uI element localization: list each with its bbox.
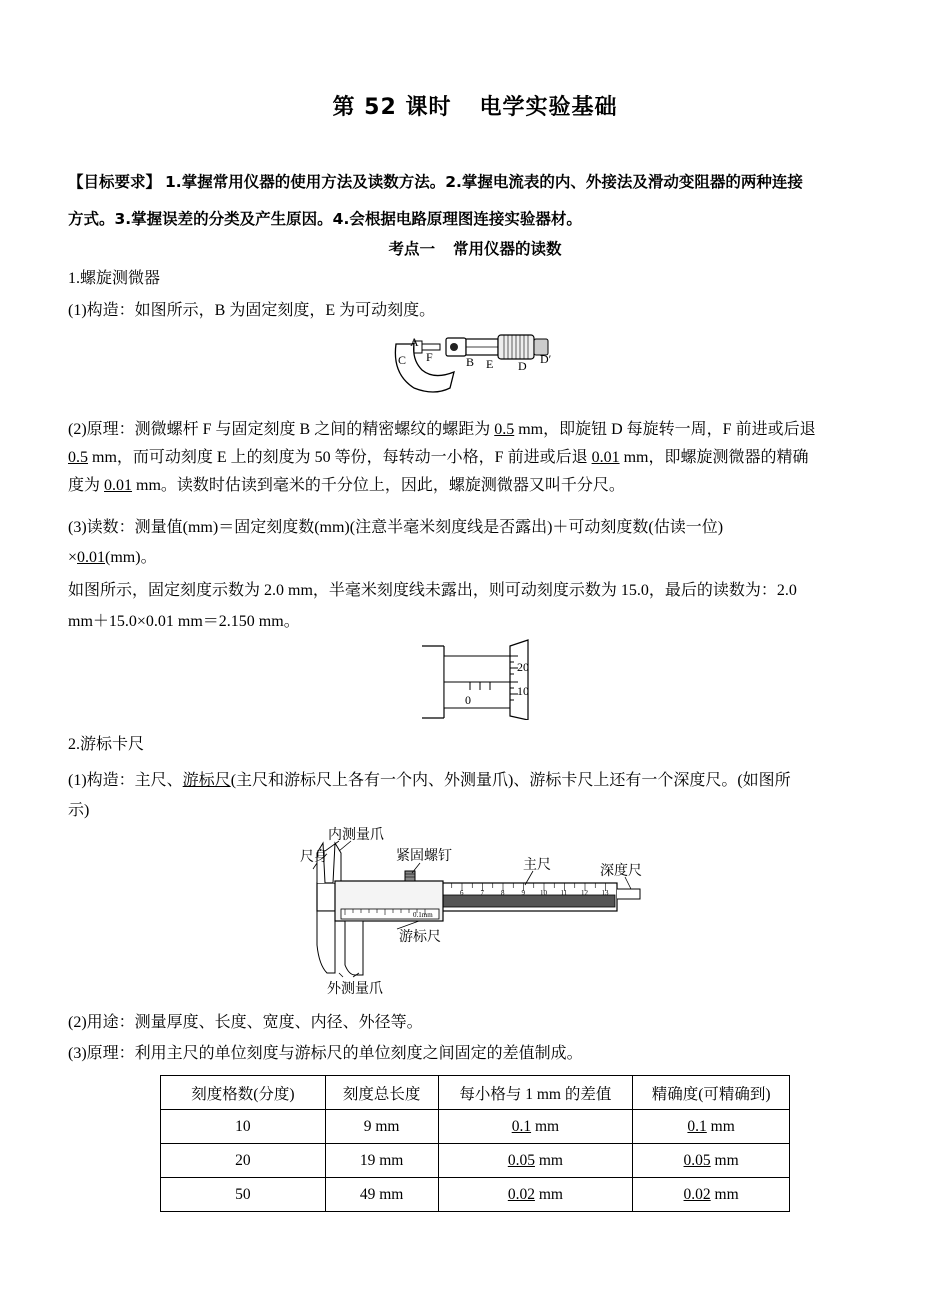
table-cell-accuracy: [633, 1144, 790, 1178]
table-row: [161, 1110, 790, 1144]
section-heading: [0, 237, 950, 259]
table-unit: mm: [534, 1151, 563, 1169]
table-cell-length: 49 mm: [325, 1178, 438, 1212]
principle-value-1: 0.5: [494, 421, 515, 438]
principle-value-2: 0.5: [68, 449, 88, 466]
caliper-label-precision: 0.1mm: [413, 911, 433, 919]
table-unit: mm: [710, 1151, 739, 1169]
lesson-topic: 电学实验基础: [479, 95, 618, 120]
fig2-tick-20: 20: [517, 660, 529, 674]
fig2-tick-10: 10: [517, 684, 529, 698]
reading-value-1: 0.01: [77, 549, 106, 566]
micrometer-structure: (1)构造：如图所示，B 为固定刻度，E 为可动刻度。: [68, 302, 436, 319]
main-scale-number: 11: [560, 889, 568, 897]
table-cell-divisions: 20: [161, 1144, 326, 1178]
table-cell-divisions: 10: [161, 1110, 326, 1144]
example-line-2: mm＋15.0×0.01 mm＝2.150 mm。: [68, 613, 300, 630]
caliper-use: (2)用途：测量厚度、长度、宽度、内径、外径等。: [68, 1014, 423, 1031]
principle-value-3: 0.01: [591, 449, 620, 466]
objectives: [68, 164, 884, 238]
table-value-diff: 0.1: [511, 1117, 532, 1135]
caliper-label-depth: 深度尺: [600, 864, 642, 879]
caliper-principle: (3)原理：利用主尺的单位刻度与游标尺的单位刻度之间固定的差值制成。: [68, 1045, 583, 1062]
micrometer-scale-figure: [420, 638, 535, 720]
fig1-label-dprime: D′: [540, 352, 552, 366]
fig1-label-b: B: [466, 355, 475, 369]
fig1-label-a: A: [410, 335, 419, 349]
caliper-label-screw: 紧固螺钉: [396, 849, 452, 864]
table-value-diff: 0.05: [507, 1151, 535, 1169]
caliper-figure: [295, 825, 655, 1003]
principle-text-3: mm，而可动刻度 E 上的刻度为 50 等份，每转动一小格，F 前进或后退: [88, 449, 592, 466]
table-unit: mm: [706, 1117, 735, 1135]
caliper-label-vernier: 游标尺: [399, 930, 441, 945]
main-scale-number: 10: [540, 889, 547, 897]
main-scale-number: 6: [460, 889, 464, 897]
table-header-row: [161, 1076, 790, 1110]
table-cell-length: 9 mm: [325, 1110, 438, 1144]
micrometer-heading: 1.螺旋测微器: [68, 270, 161, 287]
table-unit: mm: [710, 1185, 739, 1203]
micrometer-figure: [390, 330, 570, 402]
table-unit: mm: [531, 1117, 560, 1135]
principle-text-1: (2)原理：测微螺杆 F 与固定刻度 B 之间的精密螺纹的螺距为: [68, 421, 495, 438]
reading-text-1: (3)读数：测量值(mm)＝固定刻度数(mm)(注意半毫米刻度线是否露出)＋可动刻度数(估读一位): [68, 519, 724, 536]
table-cell-divisions: 50: [161, 1178, 326, 1212]
example-line-1: 如图所示，固定刻度示数为 2.0 mm，半毫米刻度线未露出，则可动刻度示数为 15.0，最后的读数为：2.0: [68, 582, 797, 599]
table-cell-diff: [438, 1110, 633, 1144]
caliper-label-body: 尺身: [300, 850, 328, 865]
precision-table: [160, 1075, 790, 1212]
objectives-label: 【目标要求】: [68, 173, 162, 191]
caliper-label-inner-jaw: 内测量爪: [328, 828, 384, 843]
page-title: [0, 90, 950, 121]
table-header: 每小格与 1 mm 的差值: [438, 1076, 633, 1110]
principle-text-5: 度为: [68, 477, 105, 494]
table-cell-diff: [438, 1178, 633, 1212]
table-header: 精确度(可精确到): [633, 1076, 790, 1110]
caliper-heading: 2.游标卡尺: [68, 736, 145, 753]
table-row: [161, 1144, 790, 1178]
caliper-structure-text-1: (1)构造：主尺、: [68, 772, 183, 789]
principle-text-2: mm，即旋钮 D 每旋转一周，F 前进或后退: [514, 421, 816, 438]
principle-text-4: mm，即螺旋测微器的精确: [619, 449, 809, 466]
table-row: [161, 1178, 790, 1212]
principle-text-6: mm。读数时估读到毫米的千分位上，因此，螺旋测微器又叫千分尺。: [132, 477, 625, 494]
main-scale-number: 9: [521, 889, 525, 897]
main-scale-number: 7: [480, 889, 484, 897]
caliper-structure-value: 游标尺: [182, 772, 231, 789]
objectives-line1: 1.掌握常用仪器的使用方法及读数方法。2.掌握电流表的内、外接法及滑动变阻器的两种连接: [165, 173, 803, 191]
caliper-structure-text-3: 示): [68, 802, 90, 819]
section-number: 考点一: [388, 240, 435, 258]
main-scale-number: 12: [581, 889, 588, 897]
fig1-label-f: F: [426, 350, 433, 364]
micrometer-example: [68, 575, 884, 637]
table-unit: mm: [534, 1185, 563, 1203]
table-cell-accuracy: [633, 1178, 790, 1212]
fig1-label-e: E: [486, 357, 494, 371]
table-value-accuracy: 0.05: [683, 1151, 711, 1169]
caliper-structure: [68, 766, 884, 826]
main-scale-number: 13: [601, 889, 609, 897]
main-scale-number: 8: [501, 889, 505, 897]
table-cell-length: 19 mm: [325, 1144, 438, 1178]
section-name: 常用仪器的读数: [453, 240, 562, 258]
micrometer-principle: [68, 416, 884, 500]
table-cell-accuracy: [633, 1110, 790, 1144]
table-header: 刻度格数(分度): [161, 1076, 326, 1110]
table-header: 刻度总长度: [325, 1076, 438, 1110]
fig1-label-d: D: [518, 359, 527, 373]
caliper-label-main-scale: 主尺: [523, 858, 551, 873]
micrometer-reading: [68, 513, 884, 573]
caliper-structure-text-2: (主尺和游标尺上各有一个内、外测量爪)、游标卡尺上还有一个深度尺。(如图所: [230, 772, 791, 789]
fig2-tick-0: 0: [465, 693, 471, 707]
principle-value-4: 0.01: [104, 477, 133, 494]
objectives-line2: 方式。3.掌握误差的分类及产生原因。4.会根据电路原理图连接实验器材。: [68, 210, 582, 228]
reading-text-2: ×: [68, 549, 78, 566]
table-cell-diff: [438, 1144, 633, 1178]
table-value-accuracy: 0.02: [683, 1185, 711, 1203]
reading-text-3: (mm)。: [105, 549, 157, 566]
lesson-number: 第 52 课时: [332, 95, 452, 120]
fig1-label-c: C: [398, 353, 407, 367]
table-value-accuracy: 0.1: [687, 1117, 707, 1135]
caliper-label-outer-jaw: 外测量爪: [327, 982, 383, 997]
table-value-diff: 0.02: [507, 1185, 535, 1203]
